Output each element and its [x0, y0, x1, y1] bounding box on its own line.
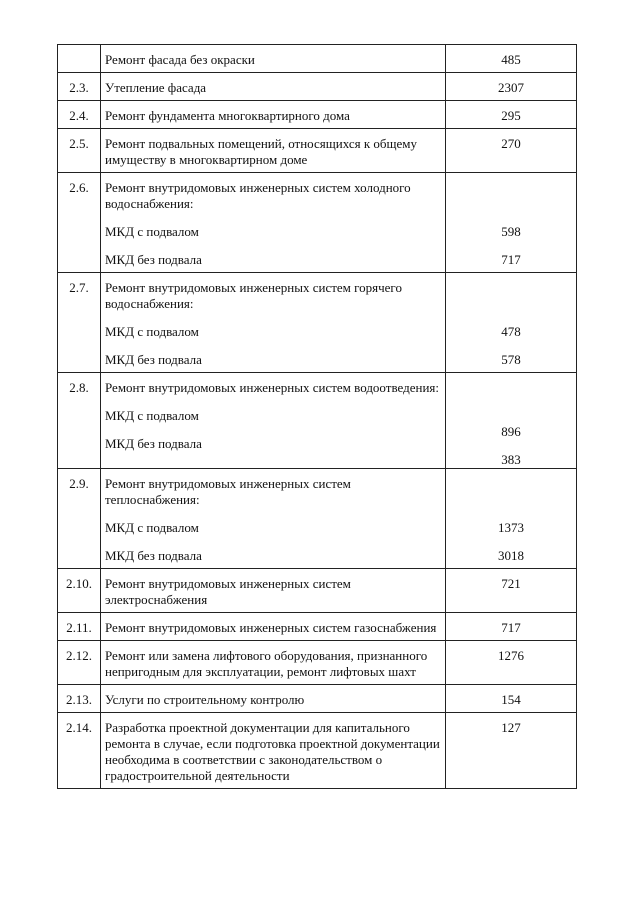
work-name-cell	[101, 101, 446, 129]
work-name-cell	[101, 469, 446, 569]
sub-item-label: МКД без подвала	[105, 548, 202, 563]
row-number: 2.3.	[58, 73, 101, 101]
sub-item-label: МКД с подвалом	[105, 324, 199, 339]
cost-cell	[446, 613, 577, 641]
cost-value: 2307	[498, 80, 524, 95]
work-name: Утепление фасада	[105, 80, 207, 95]
table-row	[58, 73, 577, 101]
sub-item-value: 383	[501, 452, 521, 467]
work-name-cell	[101, 129, 446, 173]
sub-item-value: 598	[501, 224, 521, 239]
row-number: 2.13.	[58, 685, 101, 713]
row-number: 2.11.	[58, 613, 101, 641]
cost-value: 721	[501, 576, 521, 591]
work-name: Ремонт внутридомовых инженерных систем горячего водоснабжения:	[105, 280, 402, 311]
cost-value: 154	[501, 692, 521, 707]
row-number: 2.8.	[58, 373, 101, 469]
table-row	[58, 173, 577, 273]
row-number: 2.6.	[58, 173, 101, 273]
row-number: 2.5.	[58, 129, 101, 173]
cost-cell	[446, 685, 577, 713]
row-number	[58, 45, 101, 73]
sub-item-value: 717	[501, 252, 521, 267]
sub-item-label: МКД без подвала	[105, 252, 202, 267]
table-row	[58, 569, 577, 613]
sub-item-label: МКД без подвала	[105, 352, 202, 367]
work-name: Услуги по строительному контролю	[105, 692, 305, 707]
cost-cell	[446, 173, 577, 273]
work-name-cell	[101, 373, 446, 469]
cost-cell	[446, 73, 577, 101]
table-row	[58, 373, 577, 469]
table-row	[58, 641, 577, 685]
work-name-cell	[101, 73, 446, 101]
work-name-cell	[101, 613, 446, 641]
cost-cell	[446, 569, 577, 613]
cost-cell	[446, 45, 577, 73]
sub-item-value: 478	[501, 324, 521, 339]
work-name: Ремонт внутридомовых инженерных систем водоотведения:	[105, 380, 439, 395]
cost-value: 485	[501, 52, 521, 67]
table-row	[58, 45, 577, 73]
row-number: 2.9.	[58, 469, 101, 569]
cost-cell	[446, 713, 577, 789]
work-name: Ремонт внутридомовых инженерных систем холодного водоснабжения:	[105, 180, 411, 211]
work-name: Ремонт подвальных помещений, относящихся к общему имуществу в многоквартирном доме	[105, 136, 418, 167]
works-table	[57, 44, 577, 789]
work-name-cell	[101, 685, 446, 713]
work-name: Ремонт внутридомовых инженерных систем электроснабжения	[105, 576, 351, 607]
sub-item-value: 1373	[498, 520, 524, 535]
work-name: Разработка проектной документации для капитального ремонта в случае, если подготовка проектной документации необходима в соответствии с законодательством о градостроительной деятельности	[105, 720, 440, 783]
cost-value: 717	[501, 620, 521, 635]
cost-value: 295	[501, 108, 521, 123]
cost-value: 1276	[498, 648, 524, 663]
sub-item-label: МКД с подвалом	[105, 224, 199, 239]
cost-cell	[446, 373, 577, 469]
table-row	[58, 101, 577, 129]
work-name: Ремонт фундамента многоквартирного дома	[105, 108, 350, 123]
sub-item-value: 896	[501, 424, 521, 439]
work-name-cell	[101, 641, 446, 685]
work-name-cell	[101, 713, 446, 789]
cost-value: 270	[501, 136, 521, 151]
sub-item-label: МКД с подвалом	[105, 520, 199, 535]
work-name: Ремонт или замена лифтового оборудования, признанного непригодным для эксплуатации, ремонт лифтовых шахт	[105, 648, 428, 679]
row-number: 2.10.	[58, 569, 101, 613]
table-row	[58, 129, 577, 173]
sub-item-value: 3018	[498, 548, 524, 563]
row-number: 2.4.	[58, 101, 101, 129]
cost-cell	[446, 641, 577, 685]
table-row	[58, 273, 577, 373]
sub-item-label: МКД без подвала	[105, 436, 202, 451]
work-name-cell	[101, 273, 446, 373]
work-name: Ремонт внутридомовых инженерных систем газоснабжения	[105, 620, 437, 635]
table-row	[58, 613, 577, 641]
works-table-body	[58, 45, 577, 789]
cost-cell	[446, 101, 577, 129]
cost-value: 127	[501, 720, 521, 735]
work-name-cell	[101, 569, 446, 613]
table-row	[58, 469, 577, 569]
work-name-cell	[101, 45, 446, 73]
sub-item-value: 578	[501, 352, 521, 367]
work-name: Ремонт фасада без окраски	[105, 52, 255, 67]
row-number: 2.14.	[58, 713, 101, 789]
cost-cell	[446, 273, 577, 373]
table-row	[58, 713, 577, 789]
cost-cell	[446, 469, 577, 569]
sub-item-label: МКД с подвалом	[105, 408, 199, 423]
row-number: 2.12.	[58, 641, 101, 685]
work-name-cell	[101, 173, 446, 273]
cost-cell	[446, 129, 577, 173]
work-name: Ремонт внутридомовых инженерных систем теплоснабжения:	[105, 476, 351, 507]
row-number: 2.7.	[58, 273, 101, 373]
table-row	[58, 685, 577, 713]
